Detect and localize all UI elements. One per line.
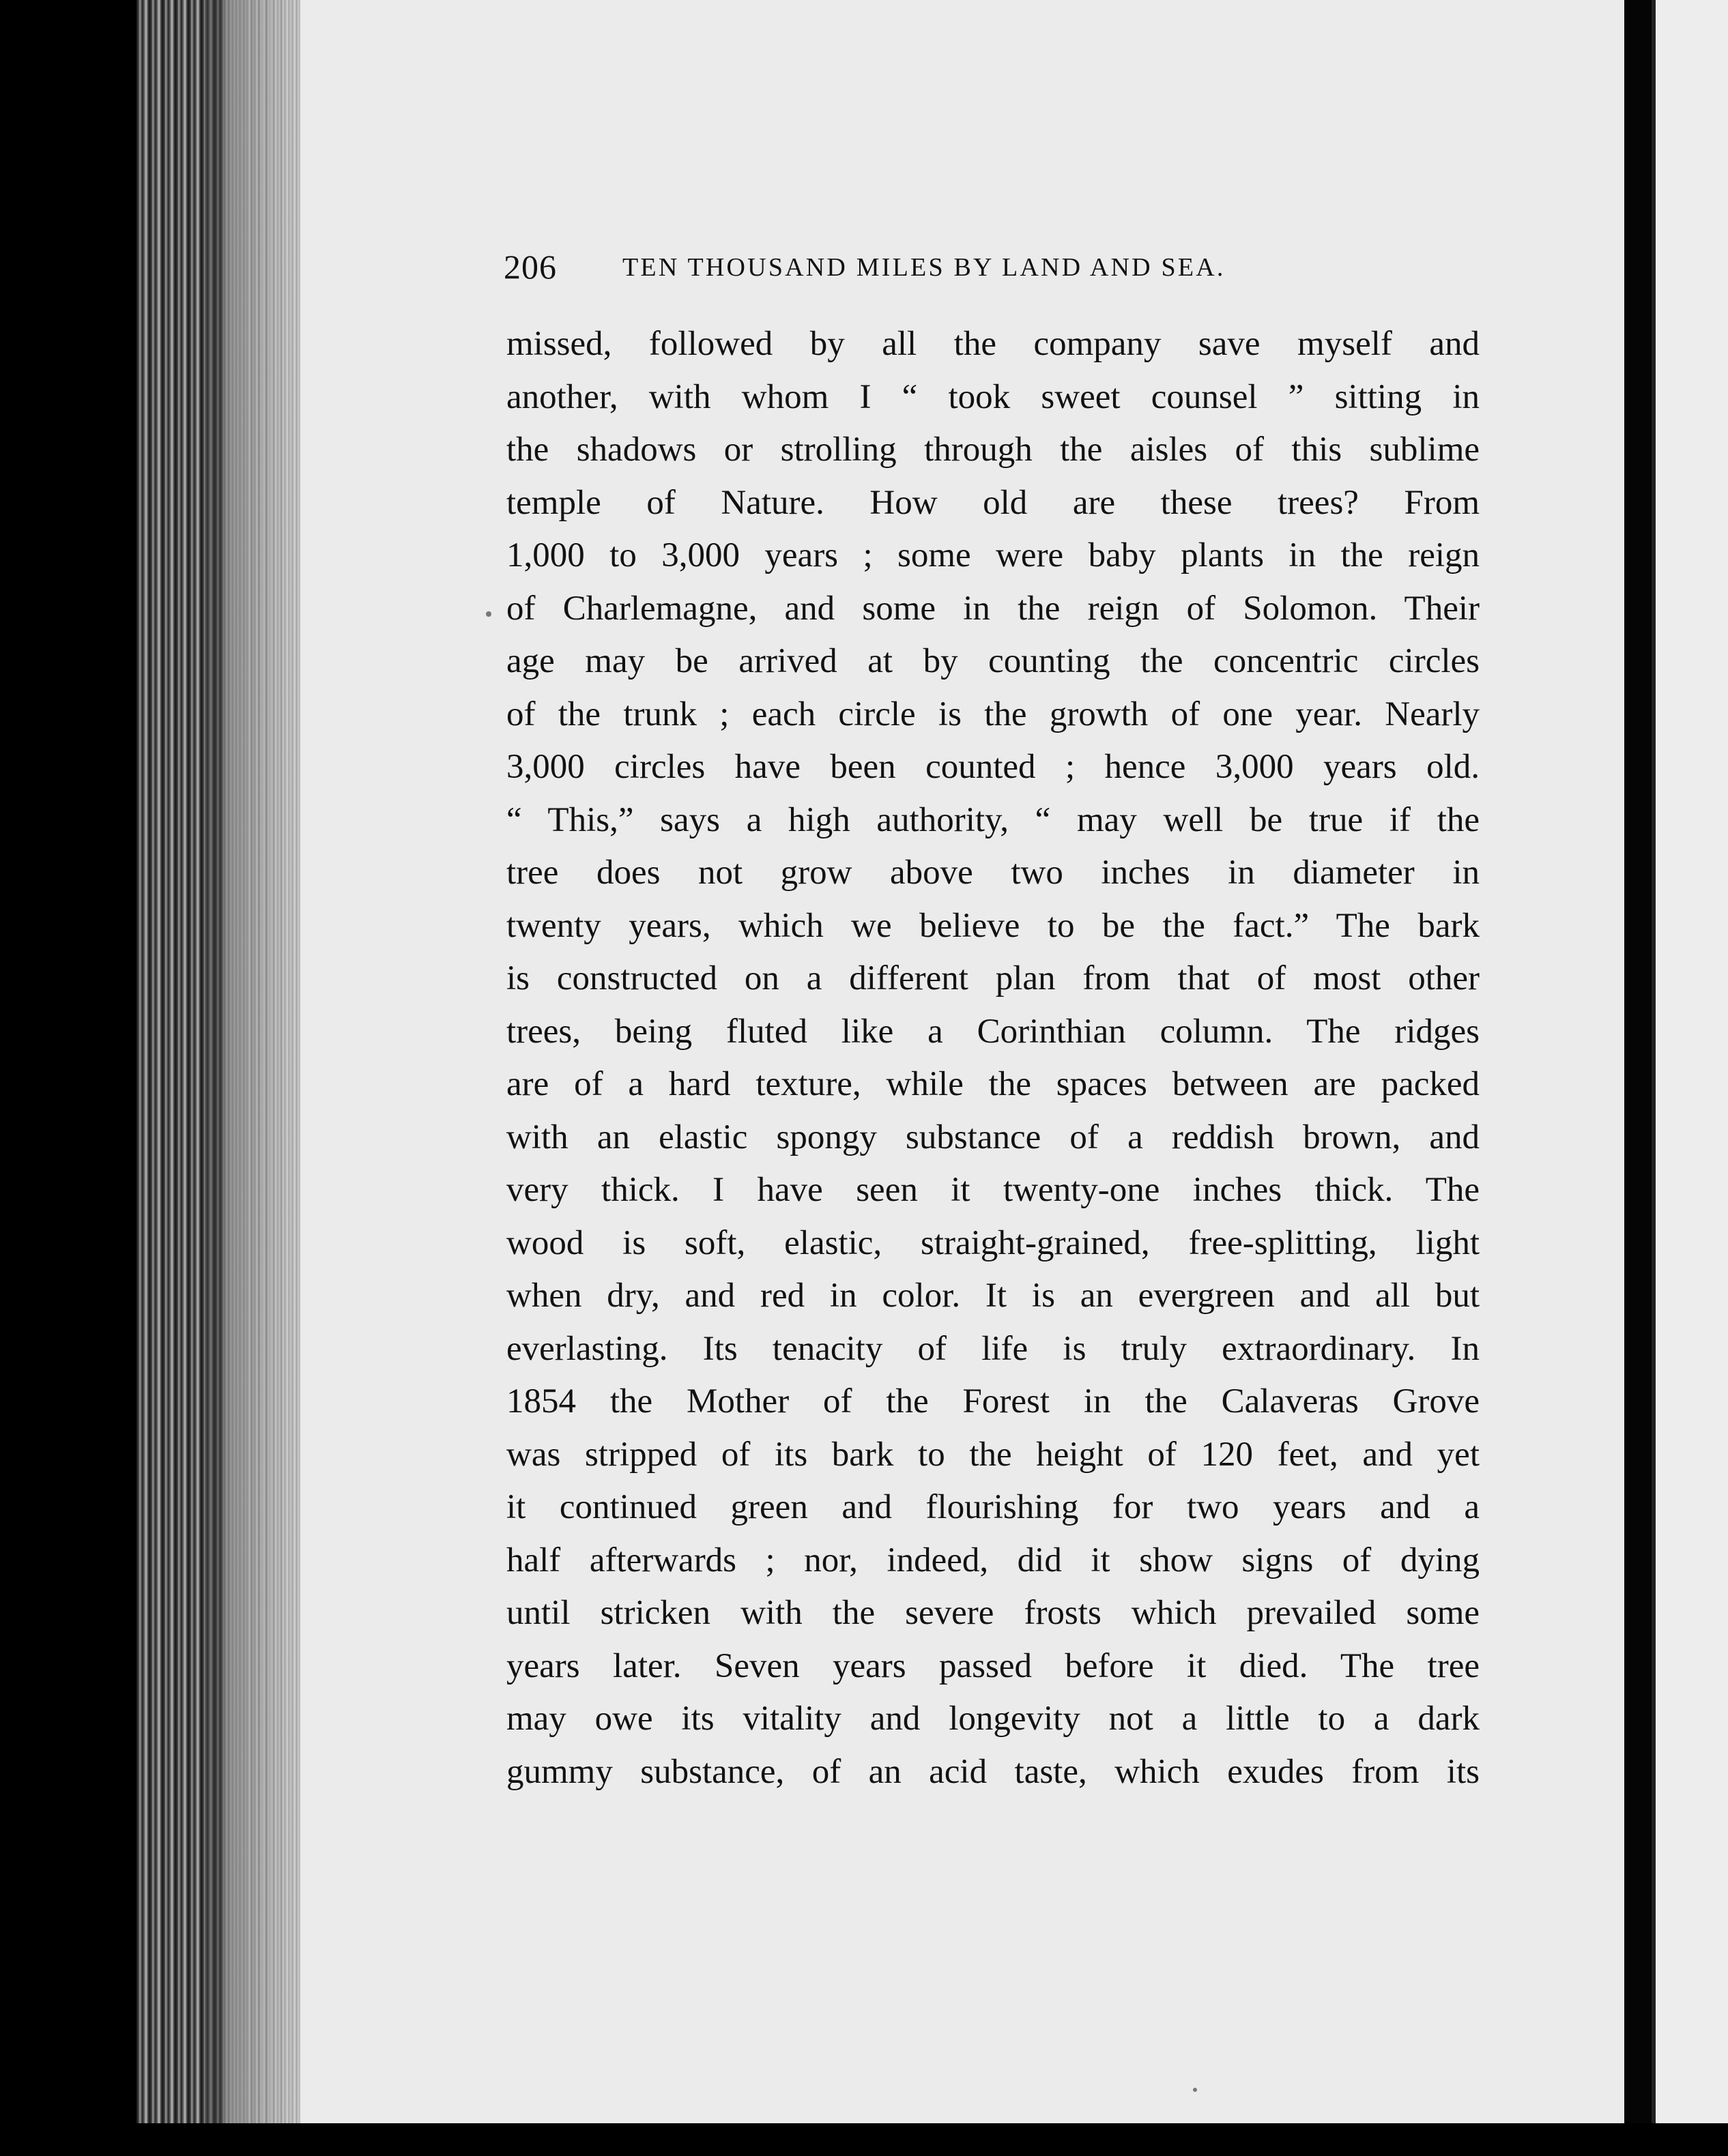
book-gutter [1624,0,1652,2156]
text-line: very thick. I have seen it twenty-one inches thick. The [506,1171,1480,1209]
text-line: until stricken with the severe frosts which prevailed some [506,1594,1480,1632]
text-line: temple of Nature. How old are these trees? From [506,483,1480,522]
text-line: with an elastic spongy substance of a reddish brown, and [506,1118,1480,1156]
scan-speck [486,611,491,617]
text-line: was stripped of its bark to the height of 120 feet, and yet [506,1435,1480,1474]
text-line: when dry, and red in color. It is an evergreen and all but [506,1277,1480,1315]
text-line: 1,000 to 3,000 years ; some were baby plants in the reign [506,536,1480,574]
text-line: “ This,” says a high authority, “ may well be true if the [506,800,1480,839]
text-line: of Charlemagne, and some in the reign of Solomon. Their [506,589,1480,628]
text-line: age may be arrived at by counting the concentric circles [506,642,1480,680]
text-line: everlasting. Its tenacity of life is truly extraordinary. In [506,1329,1480,1368]
text-line: is constructed on a different plan from that of most other [506,959,1480,997]
page-gutter-shadow [205,0,300,2123]
text-line: trees, being fluted like a Corinthian column. The ridges [506,1012,1480,1051]
text-line: tree does not grow above two inches in diameter in [506,854,1480,892]
text-line: 1854 the Mother of the Forest in the Calaveras Grove [506,1382,1480,1421]
text-line: are of a hard texture, while the spaces between are packed [506,1065,1480,1103]
running-title: TEN THOUSAND MILES BY LAND AND SEA. [622,253,1226,282]
text-line: half afterwards ; nor, indeed, did it show signs of dying [506,1541,1480,1579]
scan-left-margin [0,0,136,2156]
text-line: 3,000 circles have been counted ; hence 3,000 years old. [506,748,1480,786]
text-line: the shadows or strolling through the aisles of this sublime [506,431,1480,469]
scan-bottom-margin [0,2123,1728,2156]
text-line: of the trunk ; each circle is the growth of one year. Nearly [506,695,1480,733]
text-line: may owe its vitality and longevity not a little to a dark [506,1700,1480,1738]
text-line: it continued green and flourishing for two years and a [506,1488,1480,1526]
text-line: gummy substance, of an acid taste, which exudes from its [506,1752,1480,1791]
text-line: wood is soft, elastic, straight-grained, free-splitting, light [506,1223,1480,1262]
running-header [504,247,1350,288]
scan-speck [1193,2088,1197,2092]
text-line: years later. Seven years passed before it died. The tree [506,1646,1480,1685]
facing-page-edge [1652,0,1728,2123]
page-number: 206 [504,248,557,286]
text-line: another, with whom I “ took sweet counsel ” sitting in [506,377,1480,416]
body-text [506,318,1480,1798]
text-line: twenty years, which we believe to be the fact.” The bark [506,906,1480,945]
text-line: missed, followed by all the company save myself and [506,325,1480,363]
